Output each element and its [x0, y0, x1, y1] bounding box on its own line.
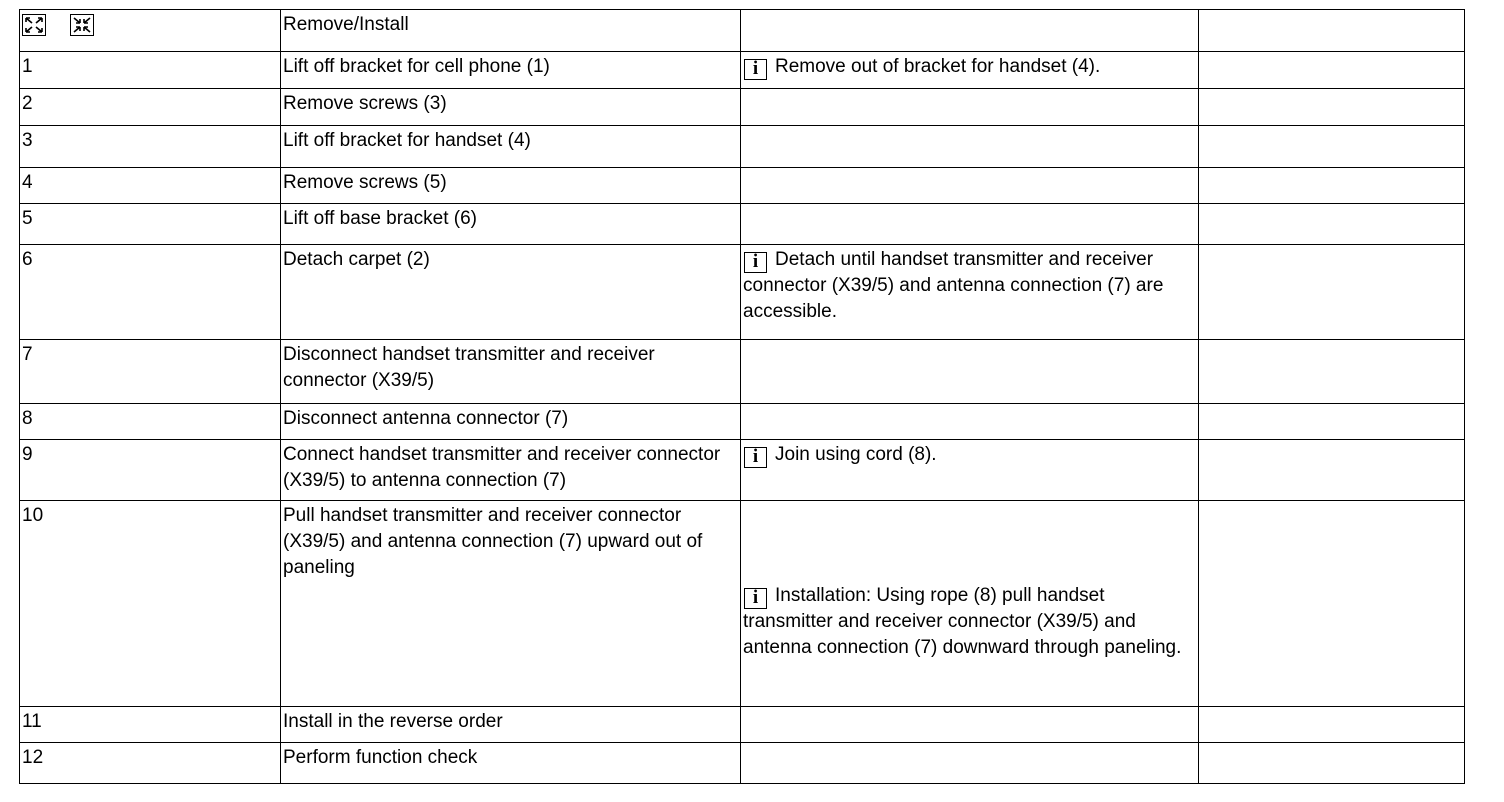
- info-icon: i: [744, 59, 767, 80]
- empty-cell: [1199, 340, 1465, 404]
- step-number: 6: [20, 245, 281, 340]
- header-empty-cell: [1199, 10, 1465, 52]
- step-text: Pull handset transmitter and receiver connector (X39/5) and antenna connection (7) upward out of paneling: [281, 501, 741, 707]
- step-number: 3: [20, 126, 281, 168]
- step-note: [741, 440, 1199, 501]
- table-row: [20, 204, 1465, 245]
- empty-cell: [1199, 743, 1465, 784]
- step-text: Remove screws (3): [281, 89, 741, 126]
- step-number: 8: [20, 404, 281, 440]
- empty-cell: [1199, 204, 1465, 245]
- step-note-text: Detach until handset transmitter and receiver connector (X39/5) and antenna connection (7) are accessible.: [743, 249, 1164, 322]
- procedure-table: [19, 9, 1465, 784]
- table-row: [20, 501, 1465, 707]
- step-number: 10: [20, 501, 281, 707]
- empty-cell: [741, 126, 1199, 168]
- table-row: [20, 743, 1465, 784]
- step-text: Lift off base bracket (6): [281, 204, 741, 245]
- table-row: [20, 707, 1465, 743]
- empty-cell: [741, 168, 1199, 204]
- header-icons-cell: [20, 10, 281, 52]
- header-title: Remove/Install: [281, 10, 741, 52]
- step-note: [741, 245, 1199, 340]
- step-text: Disconnect handset transmitter and receiver connector (X39/5): [281, 340, 741, 404]
- empty-cell: [741, 340, 1199, 404]
- step-number: 9: [20, 440, 281, 501]
- table-row: [20, 404, 1465, 440]
- step-number: 2: [20, 89, 281, 126]
- step-text: Lift off bracket for cell phone (1): [281, 52, 741, 89]
- step-text: Detach carpet (2): [281, 245, 741, 340]
- empty-cell: [1199, 501, 1465, 707]
- empty-cell: [1199, 440, 1465, 501]
- empty-cell: [1199, 404, 1465, 440]
- table-row: [20, 440, 1465, 501]
- empty-cell: [741, 404, 1199, 440]
- step-text: Disconnect antenna connector (7): [281, 404, 741, 440]
- empty-cell: [1199, 89, 1465, 126]
- step-number: 11: [20, 707, 281, 743]
- info-icon: i: [744, 588, 767, 609]
- empty-cell: [741, 89, 1199, 126]
- step-text: Lift off bracket for handset (4): [281, 126, 741, 168]
- empty-cell: [1199, 52, 1465, 89]
- step-number: 4: [20, 168, 281, 204]
- step-number: 12: [20, 743, 281, 784]
- table-row: [20, 52, 1465, 89]
- table-row: [20, 245, 1465, 340]
- step-number: 1: [20, 52, 281, 89]
- expand-icon[interactable]: [22, 14, 46, 36]
- empty-cell: [1199, 126, 1465, 168]
- step-text: Connect handset transmitter and receiver connector (X39/5) to antenna connection (7): [281, 440, 741, 501]
- header-empty-cell: [741, 10, 1199, 52]
- step-note-text: Installation: Using rope (8) pull handset transmitter and receiver connector (X39/5) and antenna connection (7) downward through paneling.: [743, 585, 1182, 658]
- empty-cell: [1199, 168, 1465, 204]
- step-text: Perform function check: [281, 743, 741, 784]
- empty-cell: [741, 707, 1199, 743]
- step-number: 7: [20, 340, 281, 404]
- step-text: Remove screws (5): [281, 168, 741, 204]
- info-icon: i: [744, 252, 767, 273]
- step-note-text: Remove out of bracket for handset (4).: [775, 56, 1101, 77]
- step-number: 5: [20, 204, 281, 245]
- table-row: [20, 89, 1465, 126]
- table-row: [20, 340, 1465, 404]
- collapse-icon[interactable]: [70, 14, 94, 36]
- step-note-text: Join using cord (8).: [775, 444, 937, 465]
- empty-cell: [1199, 245, 1465, 340]
- table-header-row: [20, 10, 1465, 52]
- step-note: [741, 501, 1199, 707]
- empty-cell: [741, 743, 1199, 784]
- table-row: [20, 168, 1465, 204]
- info-icon: i: [744, 447, 767, 468]
- empty-cell: [1199, 707, 1465, 743]
- step-note: [741, 52, 1199, 89]
- step-text: Install in the reverse order: [281, 707, 741, 743]
- empty-cell: [741, 204, 1199, 245]
- table-row: [20, 126, 1465, 168]
